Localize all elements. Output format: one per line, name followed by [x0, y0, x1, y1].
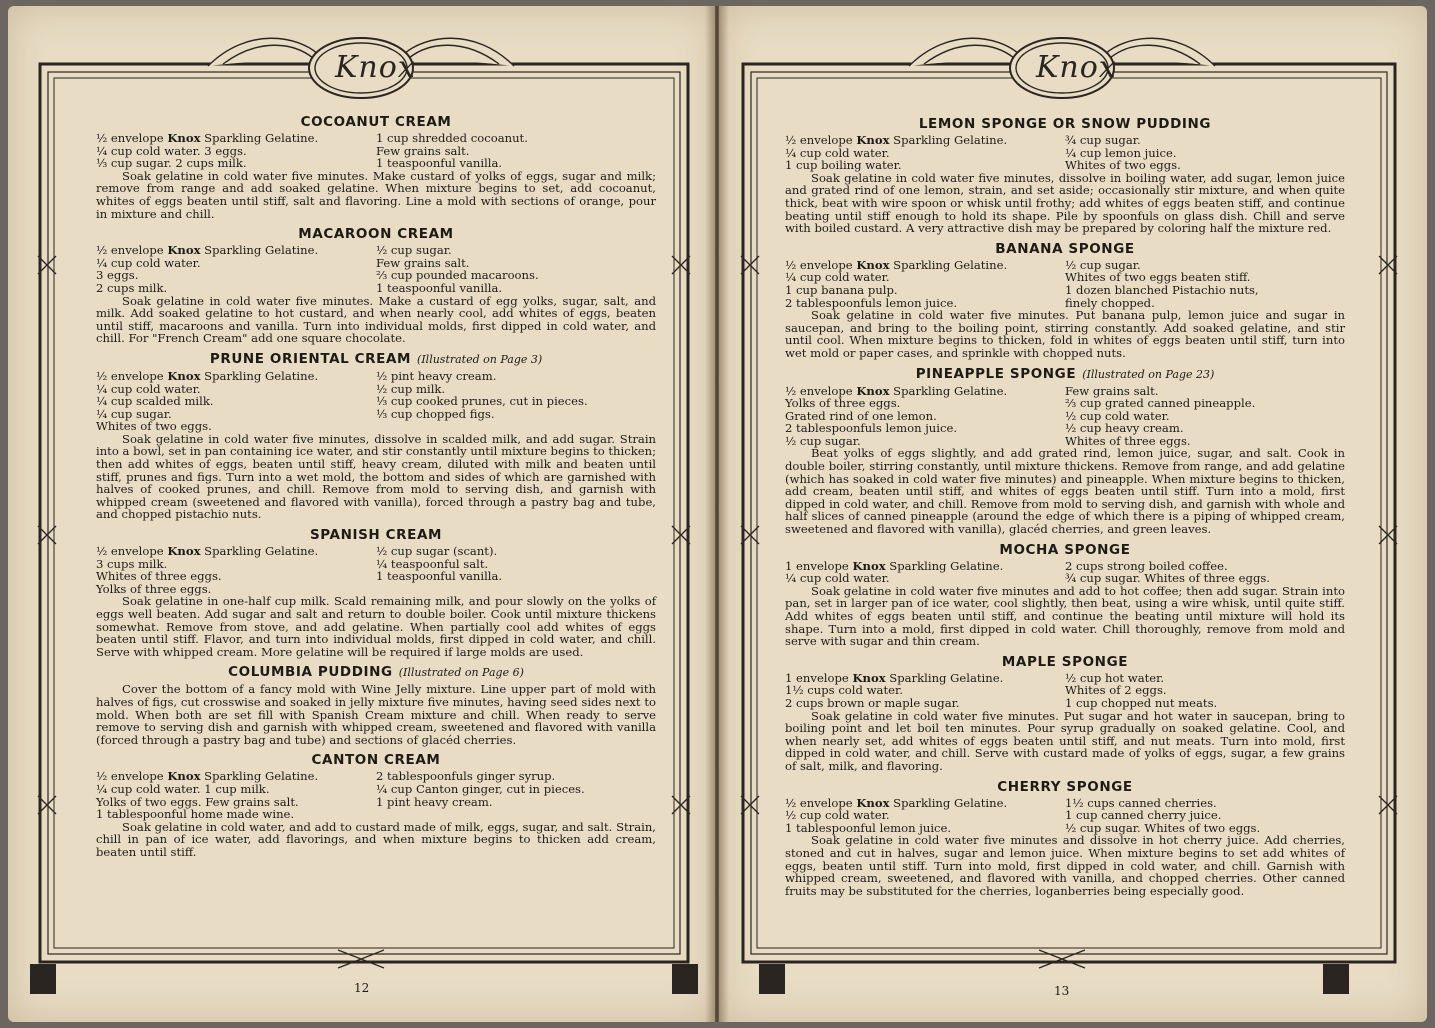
ingredient-list — [785, 134, 1345, 172]
ingredient-list — [96, 244, 656, 294]
ingredient: 1 cup canned cherry juice. — [1065, 808, 1222, 823]
recipe-title — [96, 527, 656, 543]
recipe-method: Soak gelatine in cold water five minutes and add to hot coffee; then add sugar. Strain into pan, set in larger pan of ice water, cool slightly, then beat, using a wire whisk, until quite stiff. Add whites of eggs beaten until stiff, and continue the beating until mixture will hold its shape. Turn into a mold, first dipped in cold water. Chill thoroughly, remove from mold and serve with sugar and thin cream. — [785, 583, 1345, 649]
ingredient: ½ cup sugar. — [1065, 257, 1141, 272]
ingredient: ½ cup sugar (scant). — [376, 544, 498, 559]
ingredient: ½ envelope Knox Sparkling Gelatine. — [785, 795, 1008, 810]
ingredient: ¼ cup sugar. — [96, 406, 172, 421]
ingredient: Few grains salt. — [1065, 383, 1159, 398]
recipe-title-text: SPANISH CREAM — [309, 527, 443, 544]
ingredient: Grated rind of one lemon. — [785, 408, 937, 423]
recipe-title — [785, 542, 1345, 558]
ingredient: ¼ teaspoonful salt. — [376, 556, 489, 571]
ingredient: Yolks of three eggs. — [785, 396, 901, 411]
ingredient: ¼ cup cold water. 3 eggs. — [96, 143, 247, 158]
ingredient: ½ cup sugar. — [376, 243, 452, 258]
recipe-title-text: MACAROON CREAM — [298, 226, 454, 243]
ingredient: 1 envelope Knox Sparkling Gelatine. — [785, 558, 1004, 573]
recipe — [785, 779, 1345, 898]
ingredient: 2 tablespoonfuls lemon juice. — [785, 295, 958, 310]
ingredient-column — [96, 244, 376, 294]
ingredient: 1½ cups canned cherries. — [1065, 795, 1217, 810]
recipe-method: Soak gelatine in cold water, and add to custard made of milk, eggs, sugar, and salt. Strain, chill in pan of ice water, add flavorings, and when mixture begins to thicken add cream, beaten until stiff. — [96, 819, 656, 859]
recipe-method: Soak gelatine in one-half cup milk. Scald remaining milk, and pour slowly on the yolks of eggs well beaten. Add sugar and salt and return to double boiler. Cook until mixture thickens somewhat. Remove from stove, and add gelatine. When partially cool add whites of eggs beaten until stiff. Flavor, and turn into individual molds, first dipped in cold water, and chill. Serve with whipped cream. More gelatine will be required if large molds are used. — [96, 594, 656, 659]
ingredient: Whites of two eggs. — [96, 419, 212, 434]
ingredient: 2 cups brown or maple sugar. — [785, 695, 960, 710]
page-number: 13 — [1054, 984, 1070, 998]
ingredient: ⅓ cup cooked prunes, cut in pieces. — [376, 394, 588, 409]
ingredient: 1 pint heavy cream. — [376, 794, 493, 809]
recipe-method: Beat yolks of eggs slightly, and add grated rind, lemon juice, sugar, and salt. Cook in double boiler, stirring constantly, until mixture thickens. Remove from range, and add gelatine (which has soaked in cold water five minutes) and pineapple. When mixture begins to thicken, add cream, beaten until stiff, and whites of eggs beaten until stiff. Turn into a mold, first dipped in cold water, and chill. Remove from mold to serving dish, and garnish with whole and half slices of canned pineapple (around the edge of which there is a piping of whipped cream, sweetened and flavored with vanilla), glacéd cherries, and green leaves. — [785, 446, 1345, 537]
recipe-title — [96, 351, 656, 368]
ingredient: 1 teaspoonful vanilla. — [376, 280, 503, 295]
ingredient: ¼ cup cold water. — [785, 145, 890, 160]
knox-logo: Knox — [1036, 50, 1117, 85]
recipe — [785, 241, 1345, 360]
ingredient: ½ envelope Knox Sparkling Gelatine. — [785, 133, 1008, 147]
recipe-title-text: LEMON SPONGE OR SNOW PUDDING — [918, 116, 1212, 132]
ingredient: ⅔ cup pounded macaroons. — [376, 268, 539, 283]
ingredient-column — [96, 132, 376, 170]
ingredient-column — [1065, 672, 1345, 710]
illustration-note: (Illustrated on Page 23) — [1082, 367, 1215, 381]
ingredient: ½ envelope Knox Sparkling Gelatine. — [96, 243, 319, 258]
ingredient: ½ envelope Knox Sparkling Gelatine. — [96, 544, 319, 559]
ingredient-column — [376, 370, 656, 433]
ingredient-column — [785, 134, 1065, 172]
recipe-title-text: PINEAPPLE SPONGE — [915, 365, 1077, 382]
recipe-method: Cover the bottom of a fancy mold with Wine Jelly mixture. Line upper part of mold with halves of figs, cut crosswise and soaked in jelly mixture five minutes, having seed sides next to mold. When both are set fill with Spanish Cream mixture and chill. When ready to serve remove to serving dish and garnish with whipped cream, sweetened and flavored with vanilla (forced through a pastry bag and tube) and sections of glacéd cherries. — [96, 682, 656, 747]
recipe-method: Soak gelatine in cold water five minutes. Make custard of yolks of eggs, sugar and milk; remove from range and add soaked gelatine. When mixture begins to set, add cocoanut, whites of eggs beaten until stiff, salt and flavoring. Line a mold with sections of orange, pour in mixture and chill. — [96, 168, 656, 221]
ingredient-column — [96, 770, 376, 820]
ingredient: Whites of two eggs beaten stiff. — [1065, 270, 1251, 285]
recipe — [785, 366, 1345, 536]
ingredient: Yolks of three eggs. — [96, 581, 212, 596]
ingredient: 1 tablespoonful home made wine. — [96, 807, 295, 822]
ingredient: Whites of two eggs. — [1065, 158, 1181, 173]
recipe — [785, 542, 1345, 648]
ingredient: 1 cup chopped nut meats. — [1065, 695, 1218, 710]
illustration-note: (Illustrated on Page 3) — [417, 352, 543, 366]
ingredient-column — [376, 244, 656, 294]
ingredient-column — [785, 259, 1065, 309]
ingredient: ¼ cup Canton ginger, cut in pieces. — [376, 781, 585, 796]
recipe-title — [96, 752, 656, 768]
ingredient: ⅓ cup sugar. 2 cups milk. — [96, 156, 247, 171]
recipe-title-text: MAPLE SPONGE — [1001, 653, 1129, 670]
ingredient: ¼ cup cold water. — [96, 381, 201, 396]
ingredient: ½ cup heavy cream. — [1065, 421, 1184, 436]
ingredient: 2 cups strong boiled coffee. — [1065, 558, 1228, 573]
page-number: 12 — [354, 981, 370, 995]
ingredient: 1 cup shredded cocoanut. — [376, 131, 528, 145]
ingredient-column — [376, 770, 656, 820]
ingredient: ½ cup milk. — [376, 381, 446, 396]
ingredient: ¼ cup cold water. 1 cup milk. — [96, 781, 270, 796]
ingredient: ¾ cup sugar. — [1065, 133, 1141, 147]
ingredient: 2 tablespoonfuls lemon juice. — [785, 421, 958, 436]
ingredient-column — [1065, 134, 1345, 172]
ingredient: ¼ cup lemon juice. — [1065, 145, 1177, 160]
ingredient: Few grains salt. — [376, 255, 470, 270]
right-page — [719, 6, 1427, 1022]
ingredient: ¼ cup cold water. — [96, 255, 201, 270]
recipe — [96, 664, 656, 746]
ingredient-column — [1065, 560, 1345, 585]
recipe-method: Soak gelatine in cold water five minutes. Put sugar and hot water in saucepan, bring to boiling point and let boil ten minutes. Pour syrup gradually on soaked gelatine. Cool, and when nearly set, add whites of eggs beaten until stiff, and nut meats. Turn into mold, first dipped in cold water, and chill. Serve with custard made of yolks of eggs, sugar, a few grains of salt, milk, and flavoring. — [785, 708, 1345, 773]
ingredient: ½ envelope Knox Sparkling Gelatine. — [96, 368, 319, 383]
recipe-title-text: COLUMBIA PUDDING — [228, 664, 393, 681]
recipe — [96, 351, 656, 521]
ingredient: ½ cup cold water. — [785, 808, 890, 823]
left-page-recipes — [96, 114, 656, 865]
left-page — [8, 6, 715, 1022]
ingredient: 1 cup boiling water. — [785, 158, 902, 173]
ingredient: 3 cups milk. — [96, 556, 168, 571]
ingredient: ½ cup cold water. — [1065, 408, 1170, 423]
ingredient: 3 eggs. — [96, 268, 139, 283]
ingredient: ½ envelope Knox Sparkling Gelatine. — [785, 257, 1008, 272]
recipe-title-text: PRUNE ORIENTAL CREAM — [209, 350, 412, 367]
recipe-title — [96, 226, 656, 242]
ingredient: ¼ cup cold water. — [785, 571, 890, 586]
ingredient-column — [1065, 259, 1345, 309]
ingredient: finely chopped. — [1065, 295, 1155, 310]
ingredient: 1 teaspoonful vanilla. — [376, 156, 503, 171]
recipe-title — [96, 114, 656, 130]
ingredient-list — [96, 370, 656, 433]
recipe — [96, 114, 656, 220]
illustration-note: (Illustrated on Page 6) — [398, 666, 524, 680]
ingredient: ⅓ cup chopped figs. — [376, 406, 495, 421]
ingredient: ½ envelope Knox Sparkling Gelatine. — [785, 383, 1008, 398]
ingredient: ¼ cup scalded milk. — [96, 394, 214, 409]
recipe-title-text: MOCHA SPONGE — [999, 541, 1131, 558]
recipe — [96, 527, 656, 658]
recipe-title — [785, 241, 1345, 257]
ingredient-column — [785, 672, 1065, 710]
ingredient: Whites of 2 eggs. — [1065, 683, 1167, 698]
ingredient-column — [785, 797, 1065, 835]
ingredient: ½ envelope Knox Sparkling Gelatine. — [96, 131, 319, 145]
recipe-title — [785, 779, 1345, 795]
knox-logo: Knox — [335, 50, 416, 85]
right-page-recipes — [785, 116, 1345, 903]
recipe-title-text: CANTON CREAM — [311, 752, 441, 769]
recipe-title — [96, 664, 656, 681]
ingredient: Whites of three eggs. — [1065, 433, 1191, 448]
ingredient: ½ cup hot water. — [1065, 670, 1165, 685]
recipe-title — [785, 366, 1345, 383]
ingredient: ¾ cup sugar. Whites of three eggs. — [1065, 571, 1270, 586]
ingredient: Yolks of two eggs. Few grains salt. — [96, 794, 299, 809]
ingredient-column — [96, 545, 376, 595]
ingredient: ½ pint heavy cream. — [376, 368, 497, 383]
ingredient-column — [1065, 385, 1345, 448]
ingredient-column — [785, 560, 1065, 585]
ingredient: 1 tablespoonful lemon juice. — [785, 820, 952, 835]
recipe-method: Soak gelatine in cold water five minutes. Make a custard of egg yolks, sugar, salt, and milk. Add soaked gelatine to hot custard, and when nearly cool, add whites of eggs, beaten until stiff, macaroons and vanilla. Turn into individual molds, first dipped in cold water, and chill. For "French Cream" add one square chocolate. — [96, 293, 656, 346]
ingredient-column — [785, 385, 1065, 448]
recipe-title-text: COCOANUT CREAM — [300, 114, 452, 130]
recipe — [785, 654, 1345, 773]
ingredient: 1 teaspoonful vanilla. — [376, 569, 503, 584]
ingredient-list — [96, 770, 656, 820]
ingredient-column — [96, 370, 376, 433]
ingredient: 2 cups milk. — [96, 280, 168, 295]
ingredient: ¼ cup cold water. — [785, 270, 890, 285]
recipe-title-text: CHERRY SPONGE — [997, 778, 1133, 795]
ingredient-list — [785, 672, 1345, 710]
recipe-title — [785, 116, 1345, 132]
ingredient: ⅔ cup grated canned pineapple. — [1065, 396, 1256, 411]
book-gutter — [705, 6, 729, 1022]
ingredient-list — [785, 385, 1345, 448]
ingredient-list — [96, 545, 656, 595]
ingredient: ½ cup sugar. Whites of two eggs. — [1065, 820, 1261, 835]
recipe-method: Soak gelatine in cold water five minutes and dissolve in hot cherry juice. Add cherries, stoned and cut in halves, sugar and lemon juice. When mixture begins to set add whites of eggs, beaten until stiff. Turn into mold, first dipped in cold water, and chill. Garnish with whipped cream, sweetened, and flavored with vanilla, and chopped cherries. Other canned fruits may be substituted for the cherries, loganberries being especially good. — [785, 833, 1345, 898]
ingredient: 2 tablespoonfuls ginger syrup. — [376, 769, 556, 784]
ingredient: ½ envelope Knox Sparkling Gelatine. — [96, 769, 319, 784]
ingredient-column — [376, 132, 656, 170]
recipe-method: Soak gelatine in cold water five minutes, dissolve in boiling water, add sugar, lemon juice and grated rind of one lemon, strain, and set aside; occasionally stir mixture, and when quite thick, beat with wire spoon or whisk until frothy; add whites of eggs beaten stiff, and continue beating until stiff enough to hold its shape. Pile by spoonfuls on glass dish. Chill and serve with boiled custard. A very attractive dish may be prepared by coloring half the mixture red. — [785, 170, 1345, 236]
ingredient: Few grains salt. — [376, 143, 470, 158]
ingredient-column — [376, 545, 656, 595]
recipe-method: Soak gelatine in cold water five minutes, dissolve in scalded milk, and add sugar. Strain into a bowl, set in pan containing ice water, and stir constantly until mixture begins to thicken; then add whites of eggs, beaten until stiff, heavy cream, diluted with milk and beaten until stiff, prunes and figs. Turn into a wet mold, the bottom and sides of which are garnished with halves of cooked prunes, and chill. Remove from mold to serving dish, and garnish with whipped cream (sweetened and flavored with vanilla), forced through a pastry bag and tube, and chopped pistachio nuts. — [96, 431, 656, 522]
ingredient: 1 cup banana pulp. — [785, 282, 898, 297]
ingredient: 1 dozen blanched Pistachio nuts, — [1065, 282, 1259, 297]
ingredient: 1½ cups cold water. — [785, 683, 903, 698]
ingredient-column — [1065, 797, 1345, 835]
recipe — [785, 116, 1345, 235]
ingredient-list — [785, 560, 1345, 585]
ingredient-list — [785, 259, 1345, 309]
ingredient: Whites of three eggs. — [96, 569, 222, 584]
recipe — [96, 226, 656, 345]
ingredient-list — [96, 132, 656, 170]
recipe-title-text: BANANA SPONGE — [995, 240, 1135, 257]
ingredient: ½ cup sugar. — [785, 433, 861, 448]
ingredient: 1 envelope Knox Sparkling Gelatine. — [785, 670, 1004, 685]
recipe-title — [785, 654, 1345, 670]
recipe-method: Soak gelatine in cold water five minutes. Put banana pulp, lemon juice and sugar in saucepan, and bring to the boiling point, stirring constantly. Add soaked gelatine, and stir until cool. When mixture begins to thicken, fold in whites of eggs beaten until stiff, turn into wet mold or paper cases, and sprinkle with chopped nuts. — [785, 308, 1345, 360]
recipe — [96, 752, 656, 858]
ingredient-list — [785, 797, 1345, 835]
